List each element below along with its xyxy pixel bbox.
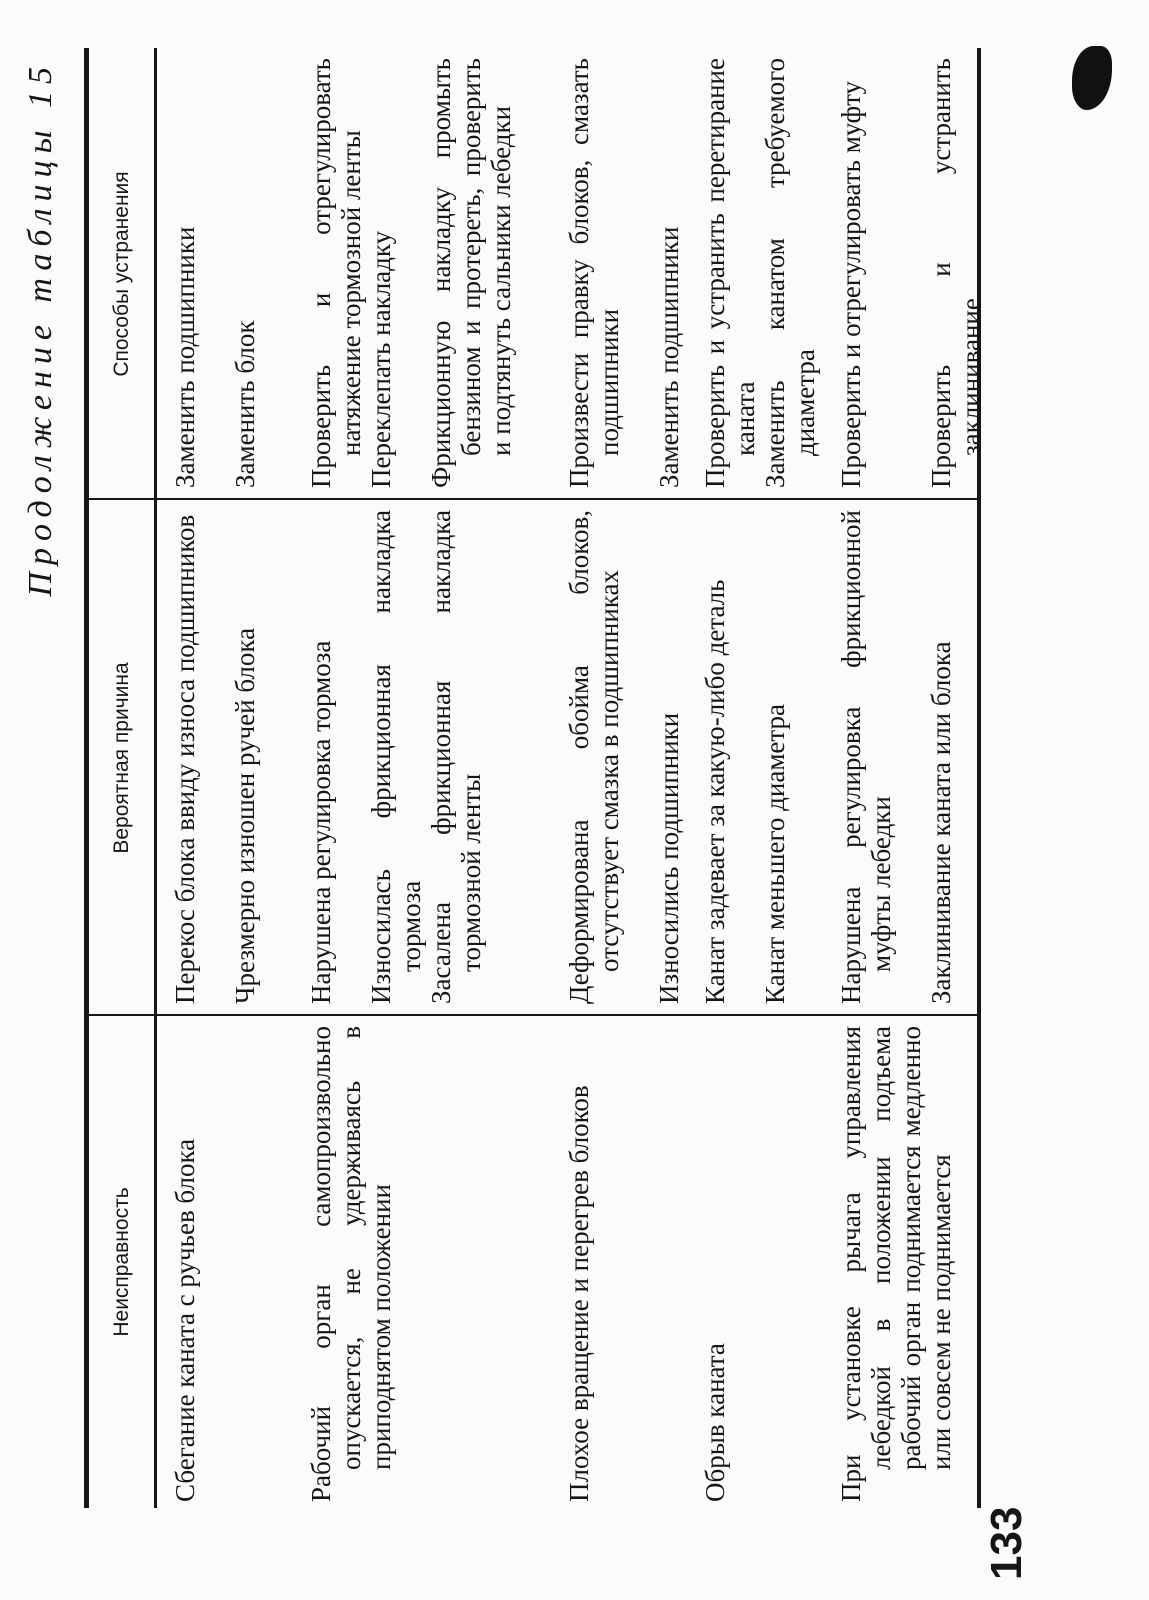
- remedy-cell: Заменить канатом требуемого диаметра: [760, 58, 820, 488]
- fault-cell: Обрыв каната: [700, 1343, 730, 1502]
- cause-cell: Чрезмерно изношен ручей блока: [230, 627, 260, 1004]
- remedy-cell: Проверить и отрегулировать муфту: [836, 80, 866, 488]
- cause-cell: Нарушена регулировка фрикционной муфты лебедки: [836, 510, 896, 1004]
- remedy-cell: Заменить подшипники: [170, 226, 200, 488]
- remedy-cell: Произвести правку блоков, смазать подшипники: [564, 58, 624, 488]
- cause-cell: Износились подшипники: [654, 712, 684, 1004]
- header-fault: Неисправность: [110, 1187, 133, 1337]
- cause-cell: Заклинивание каната или блока: [926, 641, 956, 1004]
- cause-cell: Нарушена регулировка тормоза: [306, 640, 336, 1004]
- remedy-cell: Проверить и устранить заклинивание: [926, 58, 986, 488]
- cause-cell: Засалена фрикционная накладка тормозной ленты: [426, 510, 486, 1004]
- remedy-cell: Переклепать накладку: [366, 230, 396, 488]
- column-divider: [84, 1014, 977, 1016]
- page-number: 133: [982, 1506, 1031, 1580]
- cause-cell: Износилась фрикционная накладка тормоза: [366, 510, 426, 1004]
- cause-cell: Канат задевает за какую-либо деталь: [700, 579, 730, 1004]
- fault-cell: Плохое вращение и перегрев блоков: [564, 1085, 594, 1502]
- remedy-cell: Фрикционную накладку промыть бензином и протереть, проверить и подтянуть сальники лебедки: [426, 58, 516, 488]
- remedy-cell: Заменить блок: [230, 320, 260, 488]
- remedy-cell: Заменить подшипники: [654, 226, 684, 488]
- header-remedy: Способы устранения: [110, 171, 133, 377]
- cause-cell: Деформирована обойма блоков, отсутствует смазка в подшипниках: [564, 510, 624, 1004]
- fault-cell: Сбегание каната с ручьев блока: [170, 1138, 200, 1502]
- cause-cell: Перекос блока ввиду износа подшипников: [170, 514, 200, 1004]
- remedy-cell: Проверить и отрегулировать натяжение тормозной ленты: [306, 58, 366, 488]
- remedy-cell: Проверить и устранить перетирание каната: [700, 58, 760, 488]
- scan-edge-smudge: [1072, 46, 1112, 110]
- header-rule: [154, 48, 157, 1508]
- fault-cell: При установке рычага управления лебедкой в положении подъема рабочий орган поднимается медленно или совсем не поднимается: [836, 1026, 956, 1502]
- fault-cell: Рабочий орган самопроизвольно опускается, не удерживаясь в приподнятом положении: [306, 1026, 396, 1502]
- column-divider: [84, 498, 977, 500]
- cause-cell: Канат меньшего диаметра: [760, 703, 790, 1004]
- table-continuation-caption: Продолжение таблицы 15: [22, 60, 59, 597]
- header-cause: Вероятная причина: [110, 662, 133, 854]
